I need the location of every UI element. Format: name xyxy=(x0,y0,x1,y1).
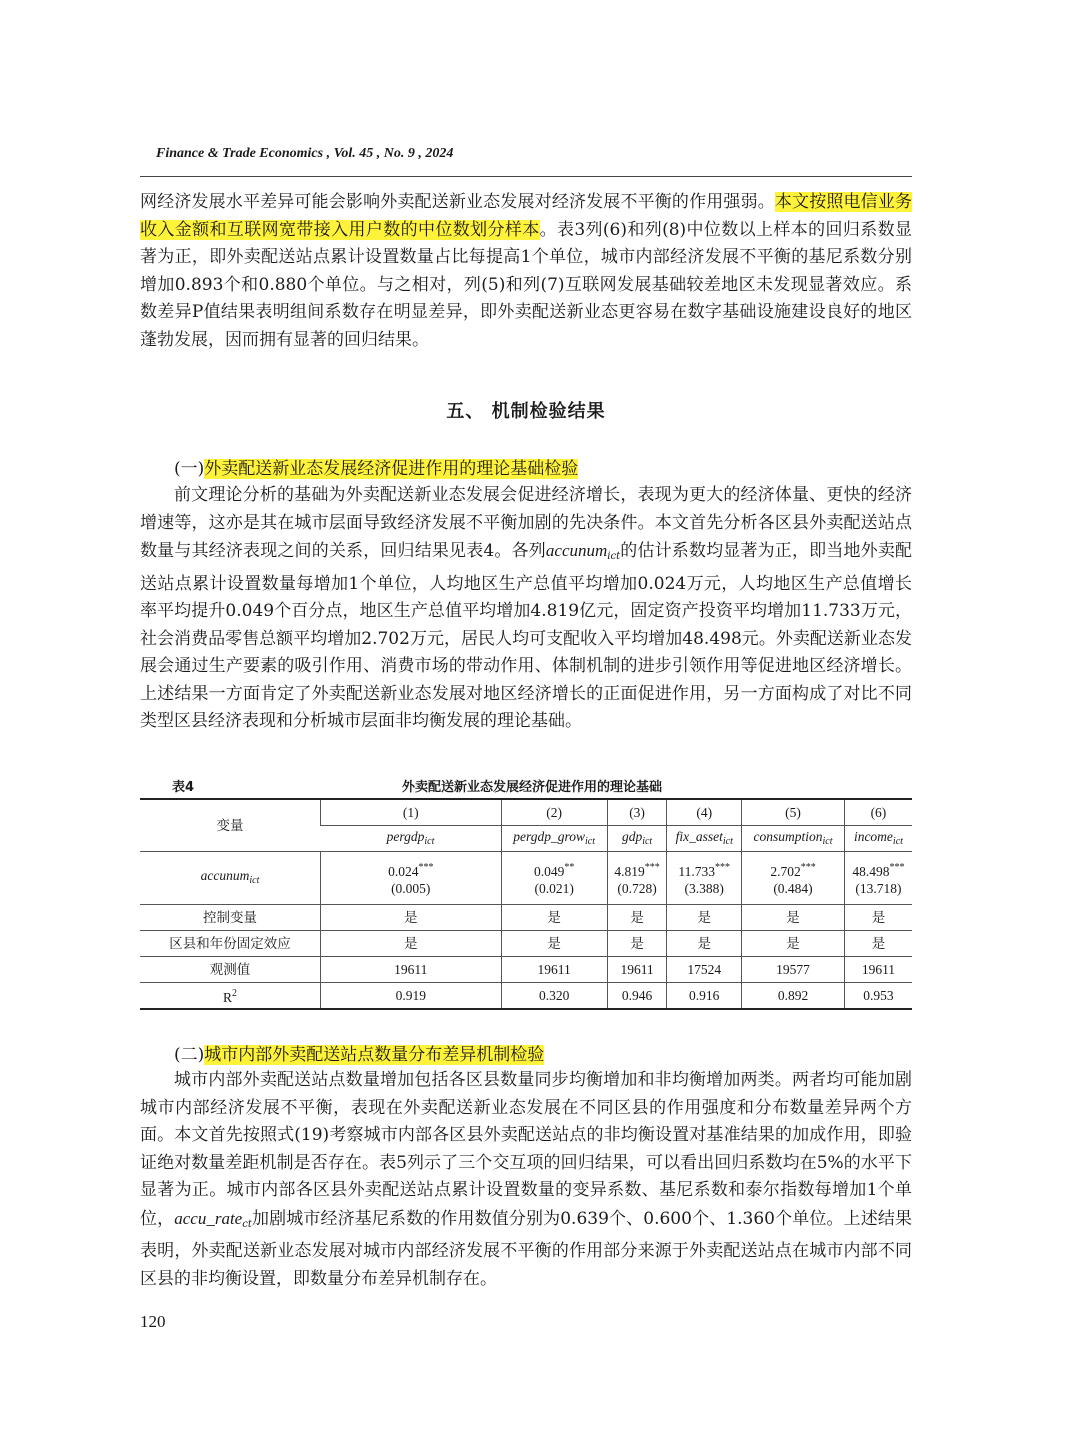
dep-var-sub: ict xyxy=(892,835,903,847)
dep-var xyxy=(321,826,502,852)
page-number: 120 xyxy=(140,1312,166,1331)
table-cell: 是 xyxy=(607,905,667,931)
coef: 0.024 xyxy=(388,864,419,879)
dep-var-sub: ict xyxy=(822,835,833,847)
dep-var-name: income xyxy=(853,828,893,844)
section-title: 五、 机制检验结果 xyxy=(446,401,606,422)
coef-cell xyxy=(501,852,607,905)
row-label: 控制变量 xyxy=(140,905,321,931)
dep-var-sub: ict xyxy=(642,835,653,847)
std-err: (0.484) xyxy=(773,881,813,896)
table-cell: 是 xyxy=(742,905,845,931)
col-num: (3) xyxy=(607,799,667,826)
paragraph-2 xyxy=(140,482,912,736)
stars: ** xyxy=(564,862,575,873)
table-cell: 0.953 xyxy=(844,983,912,1010)
regression-table xyxy=(140,798,912,1010)
running-header: Finance & Trade Economics , Vol. 45 , No. 9 , 2024 xyxy=(156,146,454,161)
stars: *** xyxy=(418,862,434,873)
paragraph-1 xyxy=(140,189,912,354)
table-cell: 是 xyxy=(844,905,912,931)
subheading-1 xyxy=(174,454,578,479)
table-cell: 17524 xyxy=(667,957,742,983)
para2-var-sub: ict xyxy=(607,551,621,562)
table-cell: 19611 xyxy=(607,957,667,983)
dep-var-name: fix_asset xyxy=(675,828,723,844)
col-num: (2) xyxy=(501,799,607,826)
row-var xyxy=(140,852,321,905)
para2-var: accunum xyxy=(545,541,608,560)
stars: *** xyxy=(715,862,731,873)
table-cell: 0.919 xyxy=(321,983,502,1010)
coef: 11.733 xyxy=(678,864,716,879)
subheading-2-prefix: (二) xyxy=(174,1045,205,1065)
table-cell: 0.892 xyxy=(742,983,845,1010)
stars: *** xyxy=(800,862,816,873)
paragraph-3 xyxy=(140,1067,912,1293)
var-header: 变量 xyxy=(140,799,321,852)
table-cell: 0.320 xyxy=(501,983,607,1010)
header-rule xyxy=(140,176,912,177)
dep-var-sub: ict xyxy=(424,835,435,847)
table-cell: 19611 xyxy=(321,957,502,983)
coef: 2.702 xyxy=(770,864,801,879)
table-cell: 是 xyxy=(667,905,742,931)
subheading-1-highlight: 外卖配送新业态发展经济促进作用的理论基础检验 xyxy=(204,459,579,479)
table-cell: 0.916 xyxy=(667,983,742,1010)
table-cell: 19611 xyxy=(501,957,607,983)
coef: 4.819 xyxy=(614,864,645,879)
dep-var xyxy=(844,826,912,852)
std-err: (13.718) xyxy=(855,881,902,896)
std-err: (3.388) xyxy=(684,881,724,896)
std-err: (0.728) xyxy=(617,881,657,896)
row-label: 区县和年份固定效应 xyxy=(140,931,321,957)
para2-text-a: 前文理论分析的基础为外卖配送新业态发展会促进经济增长，表现为更大的经济体量、更快的经济增速等，这亦是其在城市层面导致经济发展不平衡加剧的先决条件。本文首先分析各区县外卖配送站点数量与其经济表现之间的关系，回归结果见表4。各列 xyxy=(140,485,912,561)
table-cell: 是 xyxy=(742,931,845,957)
table-cell: 19577 xyxy=(742,957,845,983)
coef: 0.049 xyxy=(533,864,565,879)
table-cell: 是 xyxy=(607,931,667,957)
dep-var-name: pergdp_grow xyxy=(513,828,586,844)
table-cell: 是 xyxy=(844,931,912,957)
dep-var-name: consumption xyxy=(753,828,823,844)
dep-var xyxy=(607,826,667,852)
table-cell: 是 xyxy=(667,931,742,957)
r2-label: R xyxy=(222,990,232,1005)
dep-var xyxy=(501,826,607,852)
col-num: (4) xyxy=(667,799,742,826)
std-err: (0.021) xyxy=(534,881,574,896)
coef-cell xyxy=(844,852,912,905)
coef: 48.498 xyxy=(852,864,890,879)
subheading-1-prefix: (一) xyxy=(174,459,205,479)
para1-highlight: 本文按照电信业务收入金额和互联网宽带接入用户数的中位数划分样本 xyxy=(140,192,913,240)
coef-cell xyxy=(321,852,502,905)
table-title: 外卖配送新业态发展经济促进作用的理论基础 xyxy=(402,780,663,795)
subheading-2-highlight: 城市内部外卖配送站点数量分布差异机制检验 xyxy=(204,1045,545,1065)
dep-var xyxy=(667,826,742,852)
table-cell: 是 xyxy=(321,905,502,931)
row-var-name: accunum xyxy=(200,868,250,883)
row-var-sub: ict xyxy=(249,875,260,886)
table-cell: 是 xyxy=(321,931,502,957)
table-cell: 0.946 xyxy=(607,983,667,1010)
r2-sup: 2 xyxy=(232,988,237,999)
dep-var-sub: ict xyxy=(585,835,596,847)
std-err: (0.005) xyxy=(391,881,431,896)
dep-var xyxy=(742,826,845,852)
table-number: 表4 xyxy=(172,780,195,795)
stars: *** xyxy=(889,862,905,873)
table-cell: 19611 xyxy=(844,957,912,983)
col-num: (1) xyxy=(321,799,502,826)
row-label: 观测值 xyxy=(140,957,321,983)
coef-cell xyxy=(607,852,667,905)
para3-text-b: 加剧城市经济基尼系数的作用数值分别为0.639个、0.600个、1.360个单位。上述结果表明，外卖配送新业态发展对城市内部经济发展不平衡的作用部分来源于外卖配送站点在城市内部不同区县的非均衡设置，即数量分布差异机制存在。 xyxy=(140,1208,912,1289)
dep-var-name: pergdp xyxy=(386,828,425,844)
para1-text-b: 。表3列(6)和列(8)中位数以上样本的回归系数显著为正，即外卖配送站点累计设置数量占比每提高1个单位，城市内部经济发展不平衡的基尼系数分别增加0.893个和0.880个单位。与之相对，列(5)和列(7)互联网发展基础较差地区未发现显著效应。系数差异P值结果表明组间系数存在明显差异，即外卖配送新业态更容易在数字基础设施建设良好的地区蓬勃发展，因而拥有显著的回归结果。 xyxy=(140,219,913,350)
para3-var-sub: ct xyxy=(242,1218,252,1230)
stars: *** xyxy=(644,862,660,873)
table-cell: 是 xyxy=(501,931,607,957)
subheading-2 xyxy=(174,1040,544,1065)
para2-text-b: 的估计系数均显著为正，即当地外卖配送站点累计设置数量每增加1个单位，人均地区生产总值平均增加0.024万元，人均地区生产总值增长率平均提升0.049个百分点，地区生产总值平均增加4.819亿元，固定资产投资平均增加11.733万元，社会消费品零售总额平均增加2.702万元，居民人均可支配收入平均增加48.498元。外卖配送新业态发展会通过生产要素的吸引作用、消费市场的带动作用、体制机制的进步引领作用等促进地区经济增长。上述结果一方面肯定了外卖配送新业态发展对地区经济增长的正面促进作用，另一方面构成了对比不同类型区县经济表现和分析城市层面非均衡发展的理论基础。 xyxy=(140,541,912,731)
row-label-r2 xyxy=(140,983,321,1010)
para1-text-a: 网经济发展水平差异可能会影响外卖配送新业态发展对经济发展不平衡的作用强弱。 xyxy=(140,192,775,212)
dep-var-name: gdp xyxy=(621,828,643,844)
coef-cell xyxy=(667,852,742,905)
col-num: (5) xyxy=(742,799,845,826)
coef-cell xyxy=(742,852,845,905)
para3-text-a: 城市内部外卖配送站点数量增加包括各区县数量同步均衡增加和非均衡增加两类。两者均可能加剧城市内部经济发展不平衡，表现在外卖配送新业态发展在不同区县的作用强度和分布数量差异两个方面。本文首先按照式(19)考察城市内部各区县外卖配送站点的非均衡设置对基准结果的加成作用，即验证绝对数量差距机制是否存在。表5列示了三个交互项的回归结果，可以看出回归系数均在5%的水平下显著为正。城市内部各区县外卖配送站点累计设置数量的变异系数、基尼系数和泰尔指数每增加1个单位， xyxy=(140,1070,912,1229)
col-num: (6) xyxy=(844,799,912,826)
dep-var-sub: ict xyxy=(722,835,733,847)
table-cell: 是 xyxy=(501,905,607,931)
para3-var: accu_rate xyxy=(174,1208,243,1228)
